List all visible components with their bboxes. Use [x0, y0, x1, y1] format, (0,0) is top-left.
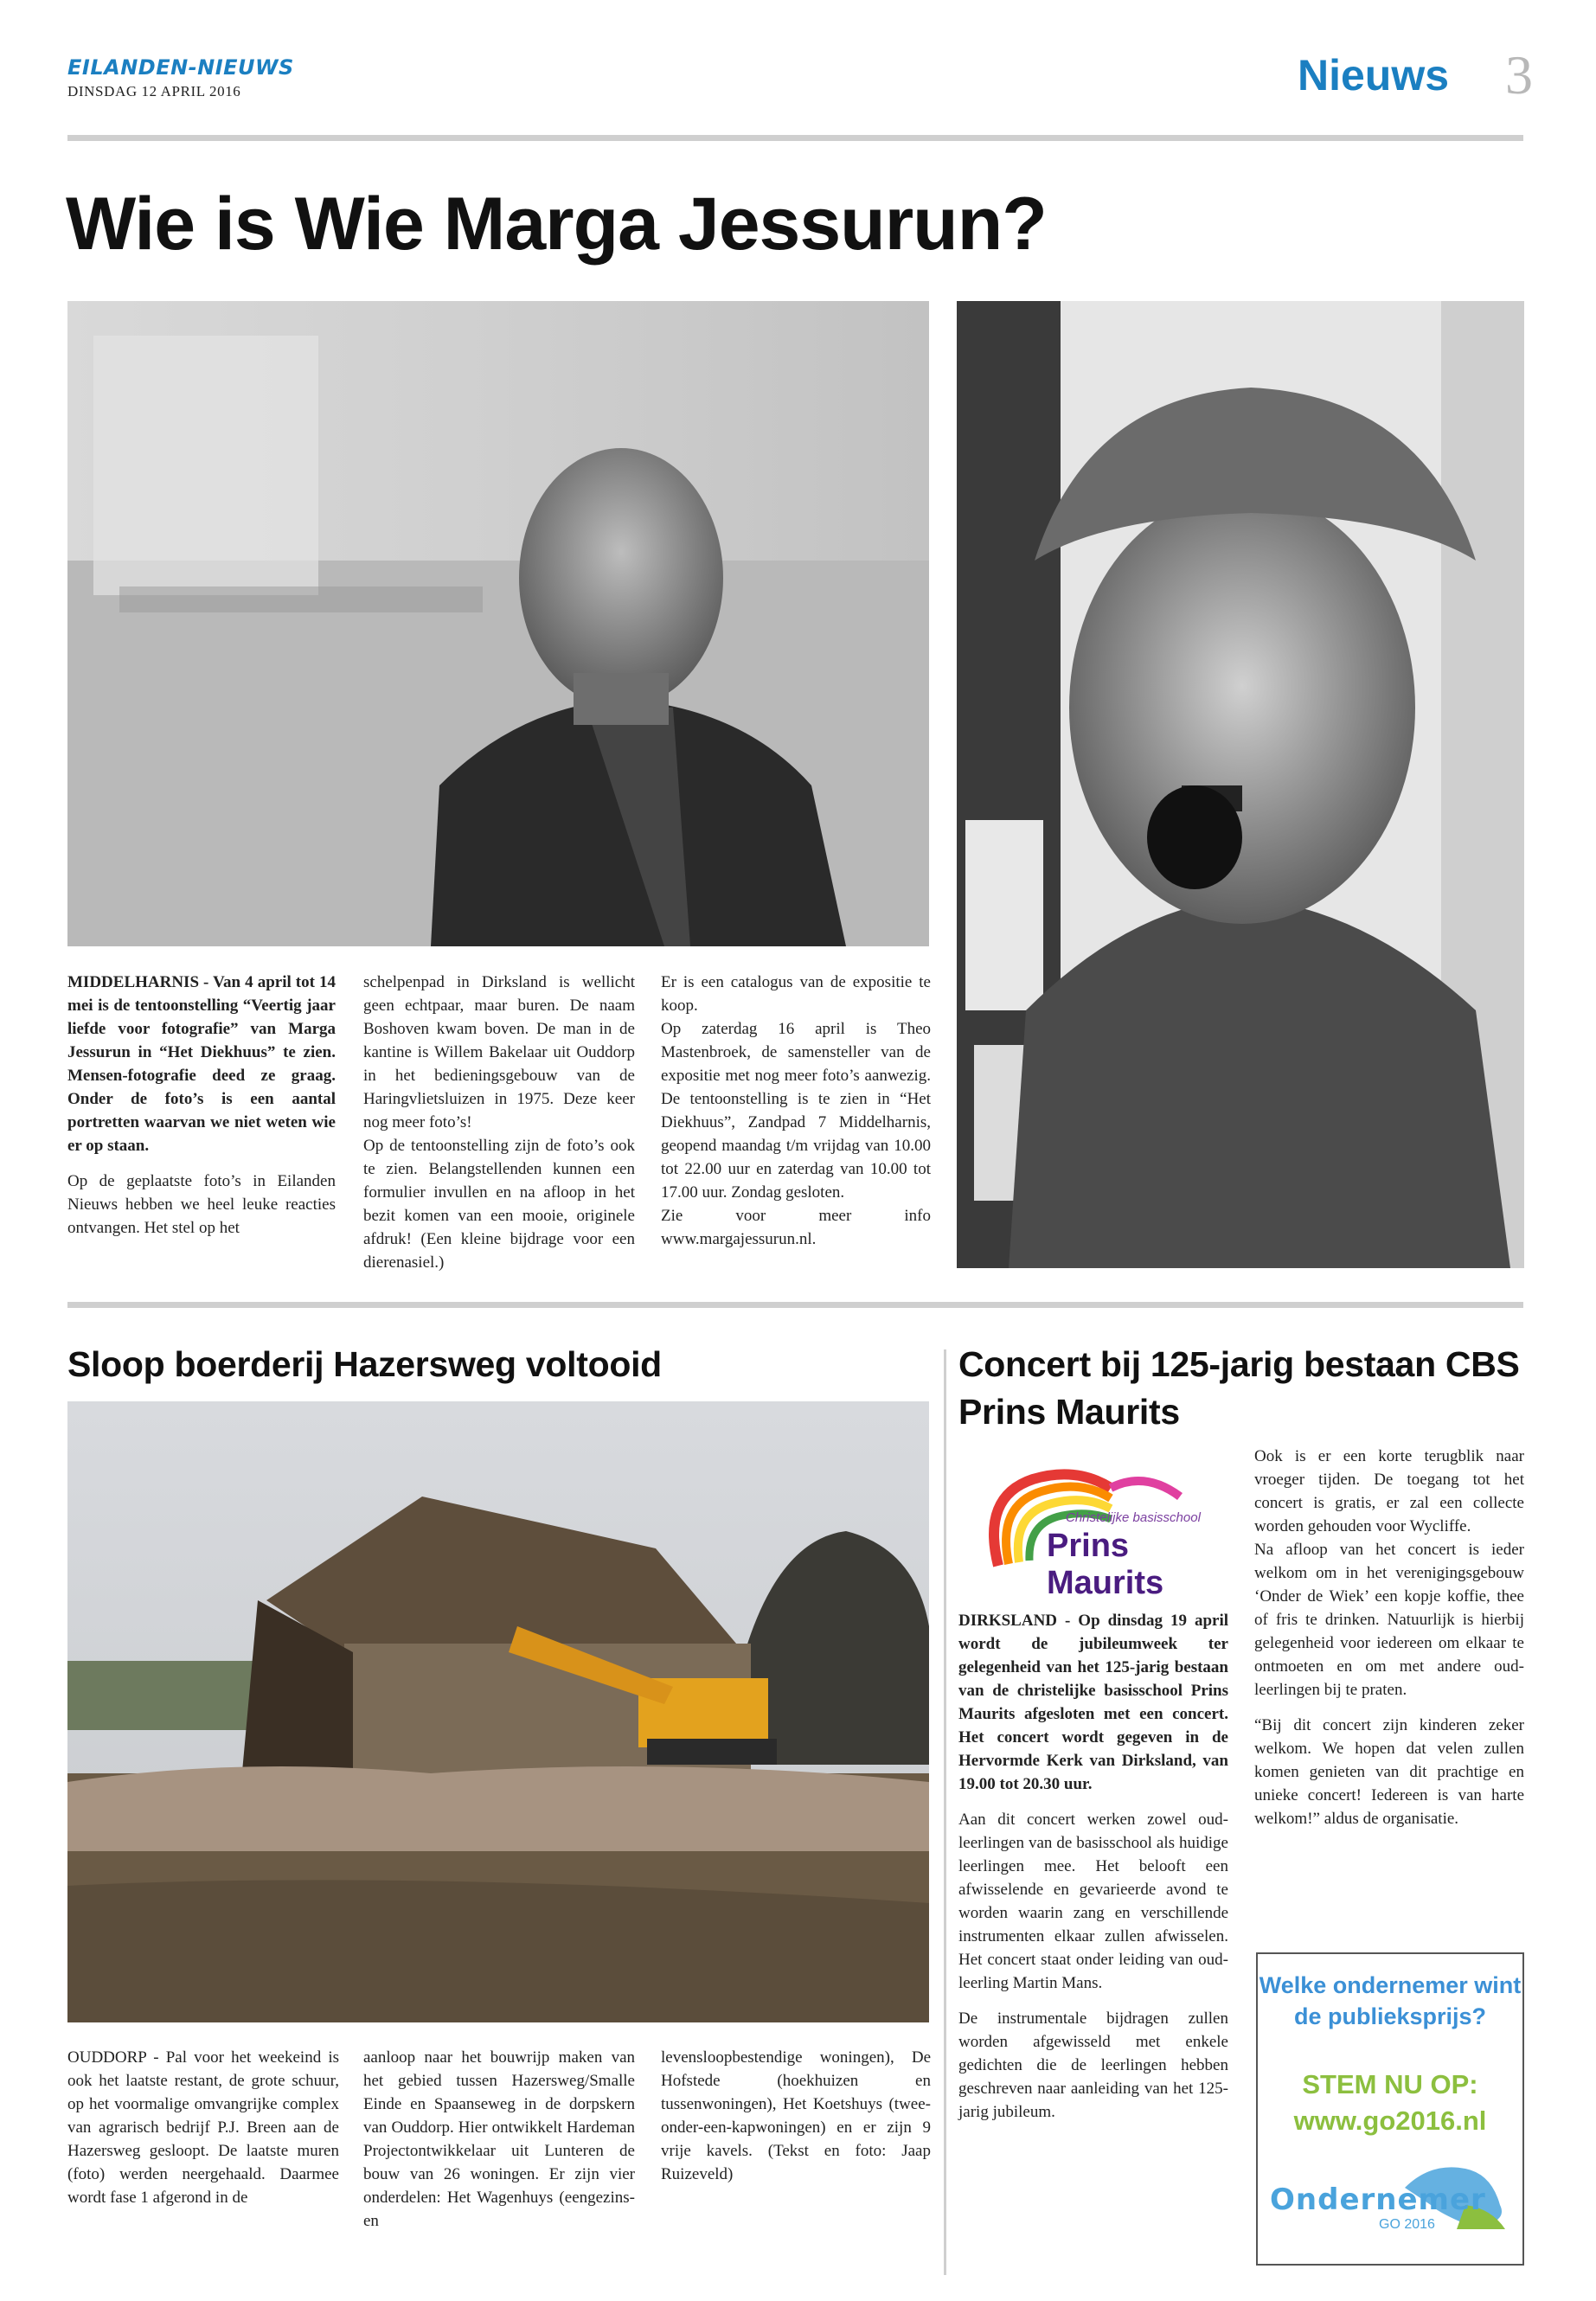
column-divider — [944, 1349, 946, 2275]
article3-p5: “Bij dit concert zijn kinderen zeker welkom. We hopen dat velen zullen komen genieten van dit prachtige en unieke concert! Iedereen is van harte welkom!” aldus de organisatie. — [1254, 1716, 1524, 1828]
section-title: Nieuws — [1298, 51, 1450, 99]
page-number: 3 — [1505, 44, 1533, 106]
section-rule — [67, 1302, 1523, 1308]
article2-col3: levensloopbestendige woningen), De Hofstede (hoekhuizen en tussenwoningen), Het Koetshuys (twee-onder-een-kapwoningen) en er zijn 9 vrije kavels. (Tekst en foto: Jaap Ruizeveld) — [661, 2048, 931, 2183]
masthead: EILANDEN-NIEUWS — [67, 55, 294, 80]
school-logo-tagline: Christelijke basisschool — [1066, 1510, 1201, 1525]
portrait-photo-old-man — [67, 301, 929, 946]
article1-lead: MIDDELHARNIS - Van 4 april tot 14 mei is de tentoonstelling “Veertig jaar liefde voor fotografie” van Marga Jessurun in “Het Diekhuus” te zien. Mensen-fotografie deed ze graag. Onder de foto’s is een aantal portretten waarvan we niet weten wie er op staan. — [67, 973, 336, 1155]
school-logo — [972, 1462, 1223, 1601]
article3-p2: De instrumentale bijdragen zullen worden afgewisseld met enkele gedichten die de leerlingen hebben geschreven naar aanleiding van het 125-jarig jubileum. — [958, 2009, 1228, 2121]
issue-date: DINSDAG 12 APRIL 2016 — [67, 83, 241, 99]
article3-headline: Concert bij 125-jarig bestaan CBS Prins Maurits — [958, 1344, 1520, 1432]
article2-col2: aanloop naar het bouwrijp maken van het gebied tussen Hazersweg/Smalle Einde en Spaanseweg in de dorpskern van Ouddorp. Hier ontwikkelt Hardeman Projectontwikkelaar uit Lunteren de bouw van 26 woningen. Er zijn vier onderdelen: Het Wagenhuys (eengezins- en — [363, 2048, 635, 2230]
school-logo-name: Prins Maurits — [1047, 1528, 1164, 1601]
ondernemer-ad[interactable] — [1256, 1952, 1524, 2266]
article3-p3: Ook is er een korte terugblik naar vroeger tijden. De toegang tot het concert is gratis, er zal een collecte worden gehouden voor Wycliffe. — [1254, 1447, 1524, 1535]
article2-headline: Sloop boerderij Hazersweg voltooid — [67, 1344, 662, 1384]
ad-cta-line1: STEM NU OP: — [1302, 2069, 1478, 2099]
ad-url[interactable]: www.go2016.nl — [1293, 2106, 1487, 2136]
ad-cta[interactable] — [1258, 2067, 1522, 2139]
article1-col3-p3: Zie voor meer info www.margajessurun.nl. — [661, 1207, 931, 1248]
portrait-photo-man-with-pipe — [957, 301, 1524, 1268]
article3-p1: Aan dit concert werken zowel oud-leerlingen van de basisschool als huidige leerlingen mee. Het belooft een afwisselende en gevarieerde avond te worden waarin zang en verschillende instrumenten elkaar zullen afwisselen. Het concert staat onder leiding van oud-leerling Martin Mans. — [958, 1811, 1228, 1992]
ad-question: Welke ondernemer wint de publieksprijs? — [1259, 1972, 1522, 2029]
article1-col3-p2: Op zaterdag 16 april is Theo Mastenbroek, de samensteller van de expositie met nog meer foto’s aanwezig. De tentoonstelling is te zien in “Het Diekhuus”, Zandpad 7 Middelharnis, geopend maandag t/m vrijdag van 10.00 tot 22.00 uur en zaterdag van 10.00 tot 17.00 uur. Zondag gesloten. — [661, 1020, 931, 1202]
ondernemer-logo — [1258, 2153, 1522, 2231]
article1-col2-body2: Op de tentoonstelling zijn de foto’s ook te zien. Belangstellenden kunnen een formulier invullen en na afloop in het bezit komen van een mooie, originele afdruk! (Een kleine bijdrage voor een dierenasiel.) — [363, 1137, 635, 1272]
article1-col2-body: schelpenpad in Dirksland is wellicht geen echtpaar, maar buren. De naam Boshoven kwam boven. De man in de kantine is Willem Bakelaar uit Ouddorp in het bedieningsgebouw van de Haringvlietsluizen in 1975. Deze keer nog meer foto’s! — [363, 973, 635, 1131]
article3-lead: DIRKSLAND - Op dinsdag 19 april wordt de jubileumweek ter gelegenheid van het 125-jarig bestaan van de christelijke basisschool Prins Maurits afgesloten met een concert. Het concert wordt gegeven in de Hervormde Kerk van Dirksland, van 19.00 tot 20.30 uur. — [958, 1612, 1228, 1793]
article2-col1: OUDDORP - Pal voor het weekeind is ook het laatste restant, de grote schuur, op het voormalige omvangrijke complex van agrarisch bedrijf P.J. Breen aan de Hazersweg gesloopt. De laatste muren (foto) werden neergehaald. Daarmee wordt fase 1 afgerond in de — [67, 2048, 339, 2207]
header-rule — [67, 135, 1523, 141]
article3-p4: Na afloop van het concert is ieder welkom om in het verenigingsgebouw ‘Onder de Wiek’ een kopje koffie, thee of fris te drinken. Natuurlijk is hierbij gelegenheid voor iedereen om elkaar te ontmoeten en om met andere oud-leerlingen bij te praten. — [1254, 1541, 1524, 1699]
ad-logo-sub: GO 2016 — [1379, 2217, 1435, 2232]
article1-col1-body: Op de geplaatste foto’s in Eilanden Nieuws hebben we heel leuke reacties ontvangen. Het stel op het — [67, 1172, 336, 1237]
ad-logo-text: Ondernemer — [1270, 2182, 1486, 2217]
article1-col3-p1: Er is een catalogus van de expositie te koop. — [661, 973, 931, 1015]
demolition-photo — [67, 1401, 929, 2022]
article1-headline: Wie is Wie Marga Jessurun? — [66, 183, 1047, 266]
